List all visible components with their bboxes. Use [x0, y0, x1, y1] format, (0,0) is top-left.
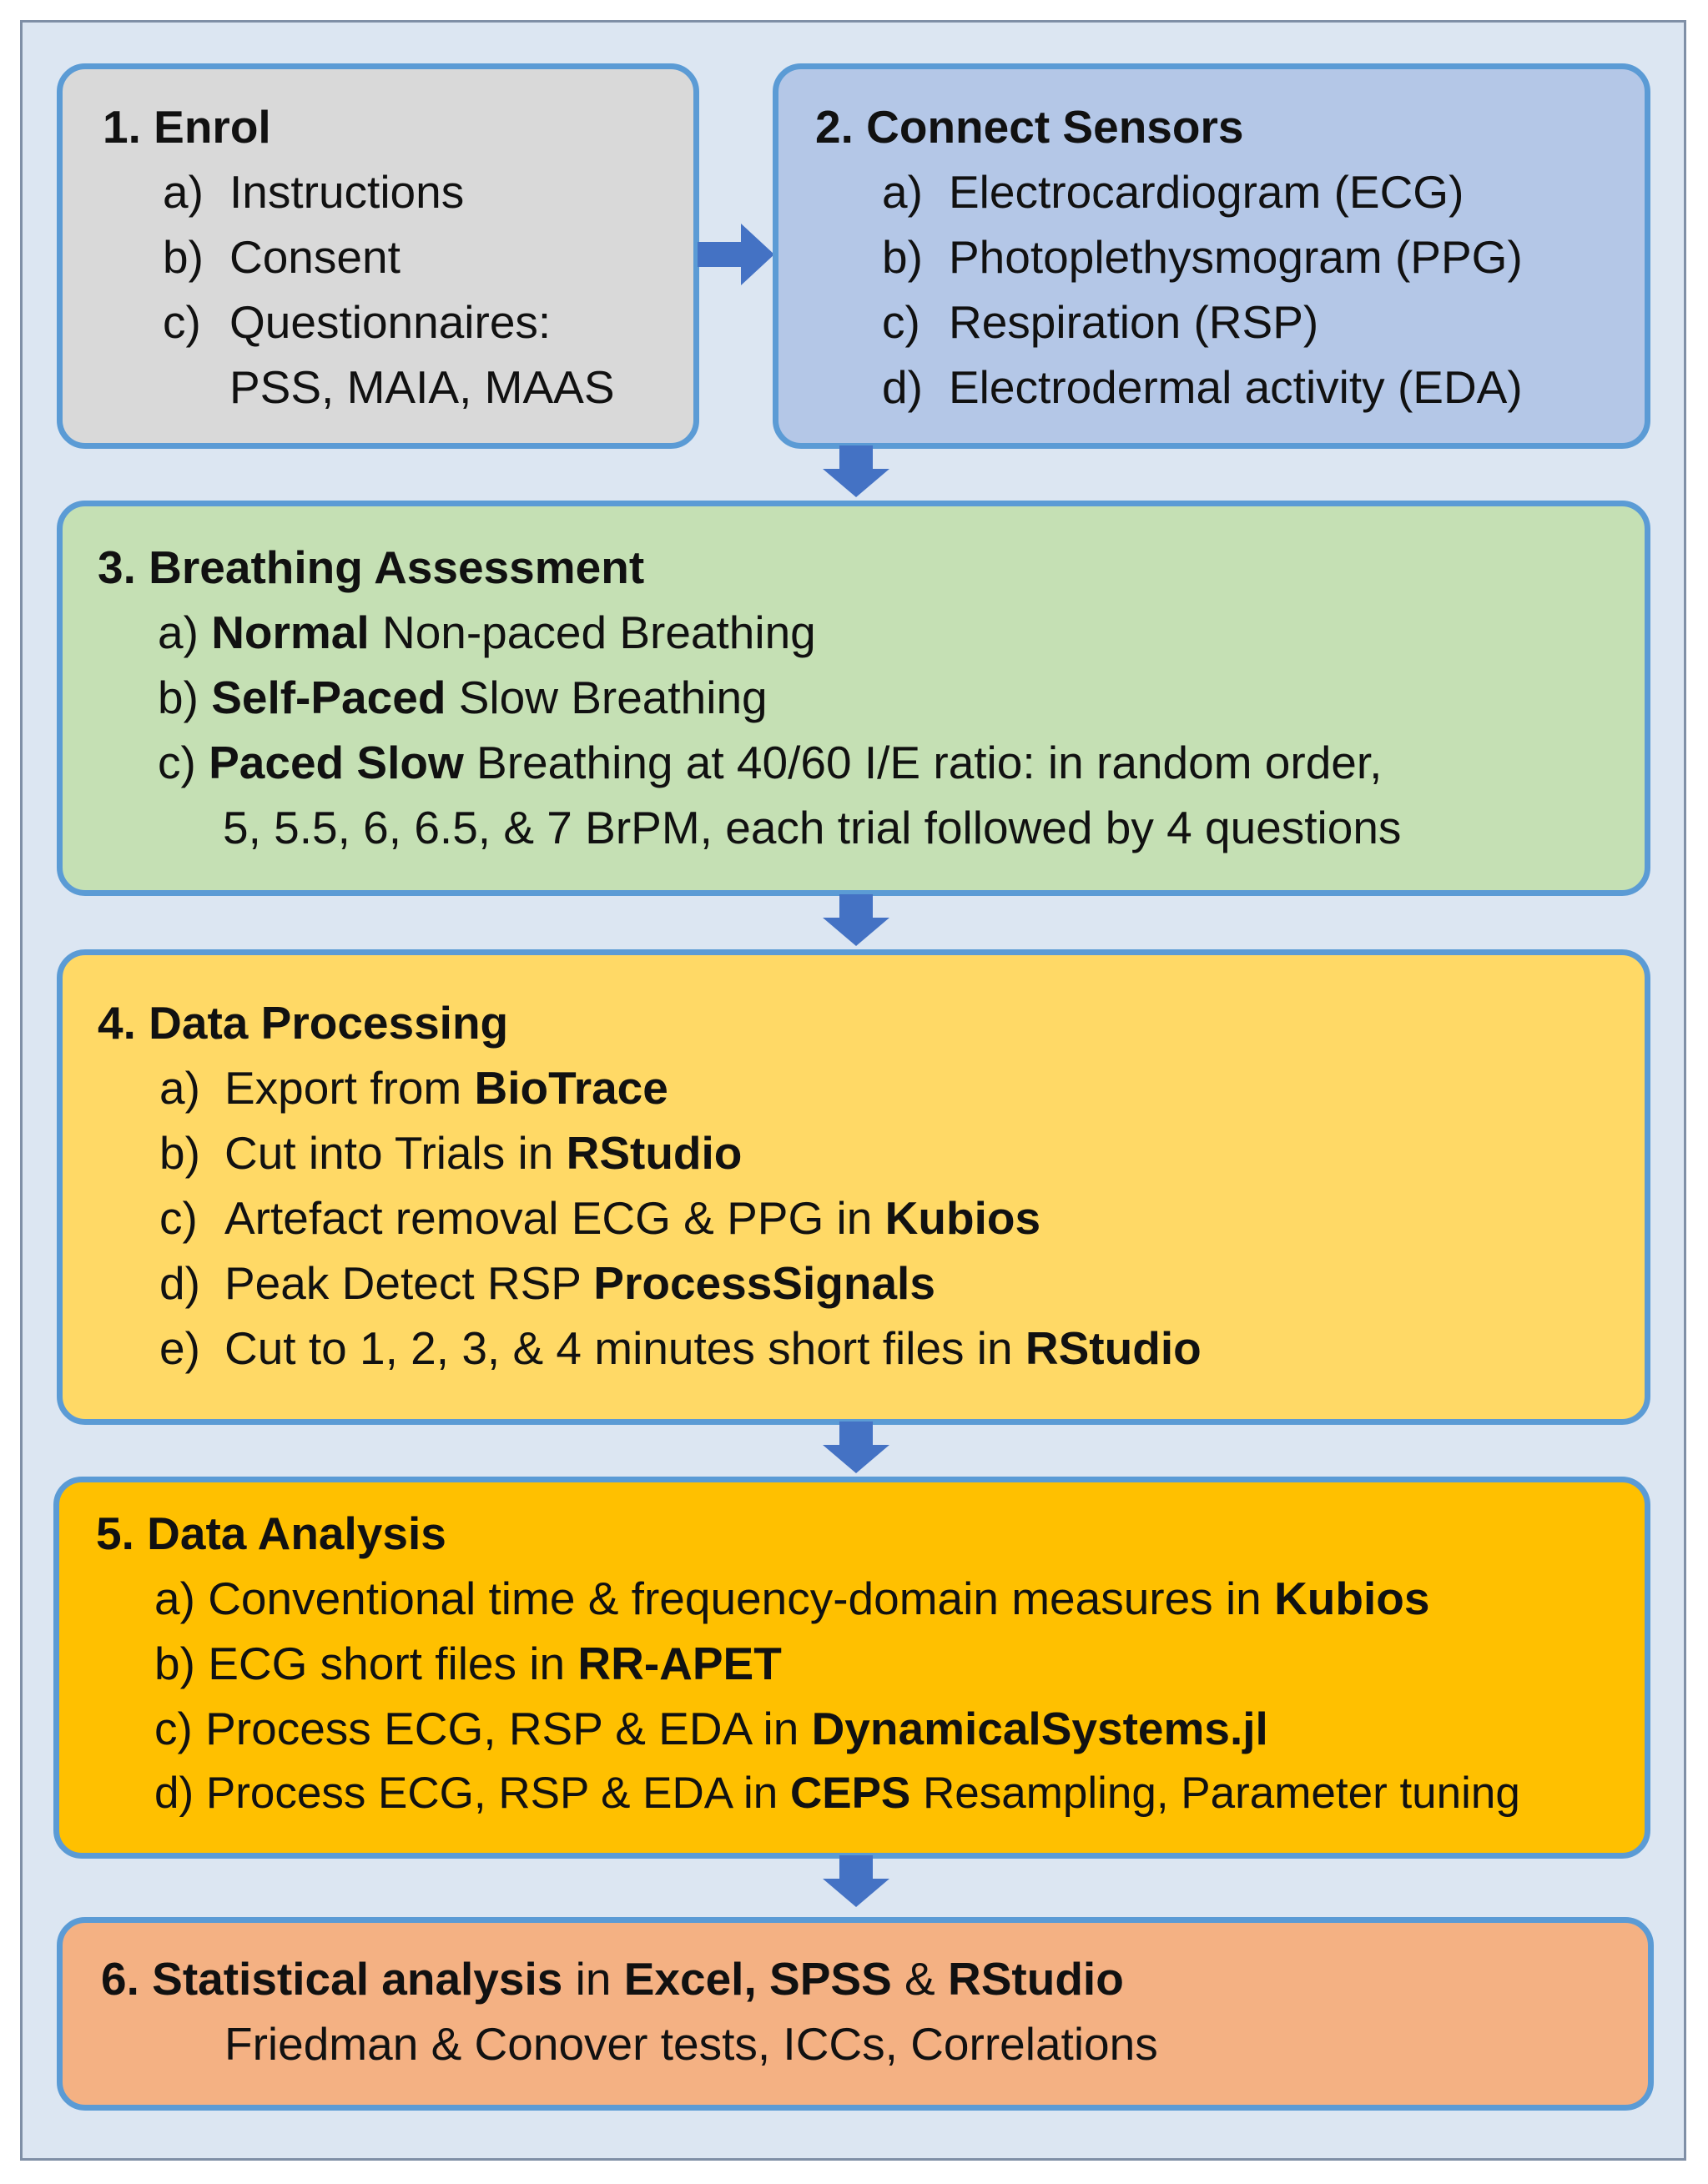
item-text: Process ECG, RSP & EDA in [205, 1769, 790, 1818]
item-text: Slow Breathing [446, 672, 768, 723]
step-5-item-d [154, 1761, 1520, 1826]
item-text: Artefact removal ECG & PPG in [224, 1192, 885, 1244]
item-text: Process ECG, RSP & EDA in [205, 1703, 812, 1754]
step-6-statistical-analysis-box [57, 1917, 1654, 2111]
item-text: Cut into Trials in [224, 1127, 567, 1179]
step-2-connect-sensors-box [773, 63, 1650, 449]
step-5-item-a [154, 1566, 1429, 1631]
item-bold: RR-APET [577, 1638, 782, 1689]
item-text: Electrodermal activity (EDA) [949, 361, 1523, 413]
item-text: Conventional time & frequency-domain measures in [208, 1573, 1275, 1624]
item-text: Non-paced Breathing [369, 606, 816, 658]
item-text: Instructions [229, 166, 465, 218]
item-label: b) [159, 1127, 200, 1179]
step-4-item-c [159, 1185, 1040, 1251]
step-2-heading: 2. Connect Sensors [815, 101, 1244, 153]
step-3-item-a [158, 600, 816, 665]
item-label: d) [154, 1769, 194, 1818]
step-1-item-c [163, 289, 551, 355]
item-label: b) [154, 1638, 195, 1689]
item-bold: Kubios [884, 1192, 1041, 1244]
step-4-item-e [159, 1316, 1202, 1381]
step-3-item-b [158, 665, 768, 730]
item-label: c) [158, 737, 196, 788]
step-1-enrol-box [57, 63, 699, 449]
item-after: Resampling, Parameter tuning [910, 1769, 1520, 1818]
step-4-data-processing-box [57, 949, 1650, 1425]
item-text: ECG short files in [208, 1638, 578, 1689]
step-4-heading: 4. Data Processing [98, 997, 509, 1049]
step-3-breathing-assessment-box [57, 501, 1650, 896]
item-text: Export from [224, 1062, 475, 1114]
step-5-data-analysis-box [53, 1477, 1650, 1859]
step-6-heading-tools: Excel, SPSS [623, 1953, 892, 2005]
step-5-heading: 5. Data Analysis [96, 1507, 446, 1559]
item-bold: Self-Paced [211, 672, 446, 723]
step-5-item-c [154, 1696, 1268, 1761]
item-label: b) [158, 672, 199, 723]
item-bold: RStudio [566, 1127, 743, 1179]
item-bold: ProcessSignals [593, 1257, 935, 1309]
step-1-heading: 1. Enrol [103, 101, 271, 153]
item-bold: CEPS [789, 1769, 911, 1818]
item-text: Consent [229, 231, 401, 283]
step-1-item-b [163, 224, 401, 289]
item-label: c) [159, 1192, 198, 1244]
item-bold: DynamicalSystems.jl [811, 1703, 1268, 1754]
item-label: c) [163, 296, 201, 348]
step-1-item-a [163, 159, 464, 224]
arrow-right-icon [698, 224, 774, 285]
item-bold: Paced Slow [209, 737, 464, 788]
item-bold: BioTrace [474, 1062, 668, 1114]
step-6-heading [101, 1946, 1124, 2011]
step-6-heading-amp: & [891, 1953, 949, 2005]
arrow-down-icon [823, 445, 889, 497]
step-3-heading: 3. Breathing Assessment [98, 541, 645, 593]
item-label: b) [882, 231, 923, 283]
arrow-down-icon [823, 1422, 889, 1473]
step-4-item-b [159, 1120, 742, 1185]
step-5-item-b [154, 1631, 782, 1696]
item-label: a) [158, 606, 199, 658]
item-label: a) [163, 166, 204, 218]
item-bold: Kubios [1274, 1573, 1430, 1624]
item-label: a) [159, 1062, 200, 1114]
arrow-down-icon [823, 894, 889, 946]
item-text: Cut to 1, 2, 3, & 4 minutes short files in [224, 1322, 1025, 1374]
step-2-item-a [882, 159, 1464, 224]
step-6-detail: Friedman & Conover tests, ICCs, Correlations [224, 2018, 1158, 2070]
step-2-item-d [882, 355, 1523, 420]
step-3-continuation: 5, 5.5, 6, 6.5, & 7 BrPM, each trial followed by 4 questions [223, 802, 1402, 853]
item-label: e) [159, 1322, 200, 1374]
step-2-item-b [882, 224, 1523, 289]
item-text: Electrocardiogram (ECG) [949, 166, 1464, 218]
step-4-item-d [159, 1251, 935, 1316]
item-label: c) [154, 1703, 193, 1754]
step-1-continuation: PSS, MAIA, MAAS [229, 361, 615, 413]
item-label: b) [163, 231, 204, 283]
item-label: a) [154, 1573, 195, 1624]
step-6-heading-title: 6. Statistical analysis [101, 1953, 563, 2005]
item-text: Questionnaires: [229, 296, 552, 348]
step-2-item-c [882, 289, 1318, 355]
item-text: Peak Detect RSP [224, 1257, 594, 1309]
item-label: c) [882, 296, 920, 348]
step-4-item-a [159, 1055, 668, 1120]
item-bold: RStudio [1025, 1322, 1202, 1374]
item-text: Breathing at 40/60 I/E ratio: in random order, [463, 737, 1383, 788]
arrow-down-icon [823, 1855, 889, 1907]
step-6-heading-in: in [562, 1953, 624, 2005]
item-label: d) [882, 361, 923, 413]
item-bold: Normal [211, 606, 370, 658]
item-label: d) [159, 1257, 200, 1309]
item-text: Photoplethysmogram (PPG) [949, 231, 1523, 283]
item-label: a) [882, 166, 923, 218]
step-3-item-c [158, 730, 1382, 795]
step-6-heading-last: RStudio [948, 1953, 1124, 2005]
item-text: Respiration (RSP) [949, 296, 1319, 348]
